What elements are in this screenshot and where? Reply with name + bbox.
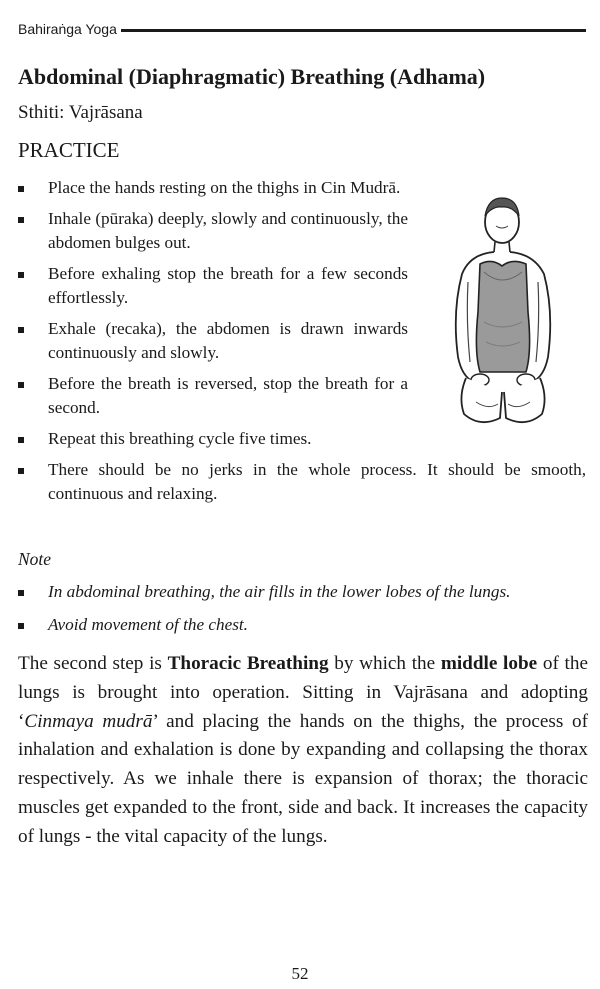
list-item: In abdominal breathing, the air fills in the lower lobes of the lungs. [18, 580, 588, 604]
middle-lobe-term: middle lobe [440, 653, 538, 674]
square-bullet-icon [18, 468, 24, 474]
list-item: There should be no jerks in the whole process. It should be smooth, continuous and relaxing. [18, 458, 588, 506]
list-item: Avoid movement of the chest. [18, 613, 588, 637]
square-bullet-icon [18, 217, 24, 223]
header-rule [121, 29, 586, 32]
page-title: Abdominal (Diaphragmatic) Breathing (Adhama) [18, 64, 486, 89]
running-header [18, 18, 586, 40]
list-item: Exhale (recaka), the abdomen is drawn inwards continuously and slowly. [18, 317, 588, 365]
page-number: 52 [291, 964, 309, 983]
note-list [18, 580, 588, 646]
vajrasana-figure-illustration [440, 192, 570, 428]
list-item: Inhale (pūraka) deeply, slowly and continuously, the abdomen bulges out. [18, 207, 588, 255]
list-item: Place the hands resting on the thighs in Cin Mudrā. [18, 176, 588, 200]
running-title: Bahiraṅga Yoga [18, 21, 117, 37]
list-item: Before the breath is reversed, stop the breath for a second. [18, 372, 588, 420]
list-item: Before exhaling stop the breath for a few seconds effortlessly. [18, 262, 588, 310]
list-item: Repeat this breathing cycle five times. [18, 427, 588, 451]
thoracic-breathing-term: Thoracic Breathing [167, 653, 329, 674]
square-bullet-icon [18, 623, 24, 629]
body-paragraph: The second step is Thoracic Breathing by which the middle lobe of the lungs is brought into operation. Sitting in Vajrāsana and adopting ‘Cinmaya mudrā’ and placing the hands on the thighs, the process of inhalation and exhalation is done by expanding and collapsing the thorax respectively. As we inhale there is expansion of thorax; the thoracic muscles get expanded to the front, side and back. It increases the capacity of lungs - the vital capacity of the lungs. [18, 653, 588, 847]
square-bullet-icon [18, 327, 24, 333]
note-label: Note [18, 549, 52, 569]
square-bullet-icon [18, 186, 24, 192]
square-bullet-icon [18, 272, 24, 278]
cinmaya-mudra-term: Cinmaya mudrā [24, 710, 153, 732]
square-bullet-icon [18, 437, 24, 443]
sthiti-line: Sthiti: Vajrāsana [18, 102, 143, 123]
practice-heading: PRACTICE [18, 138, 120, 162]
square-bullet-icon [18, 382, 24, 388]
square-bullet-icon [18, 590, 24, 596]
